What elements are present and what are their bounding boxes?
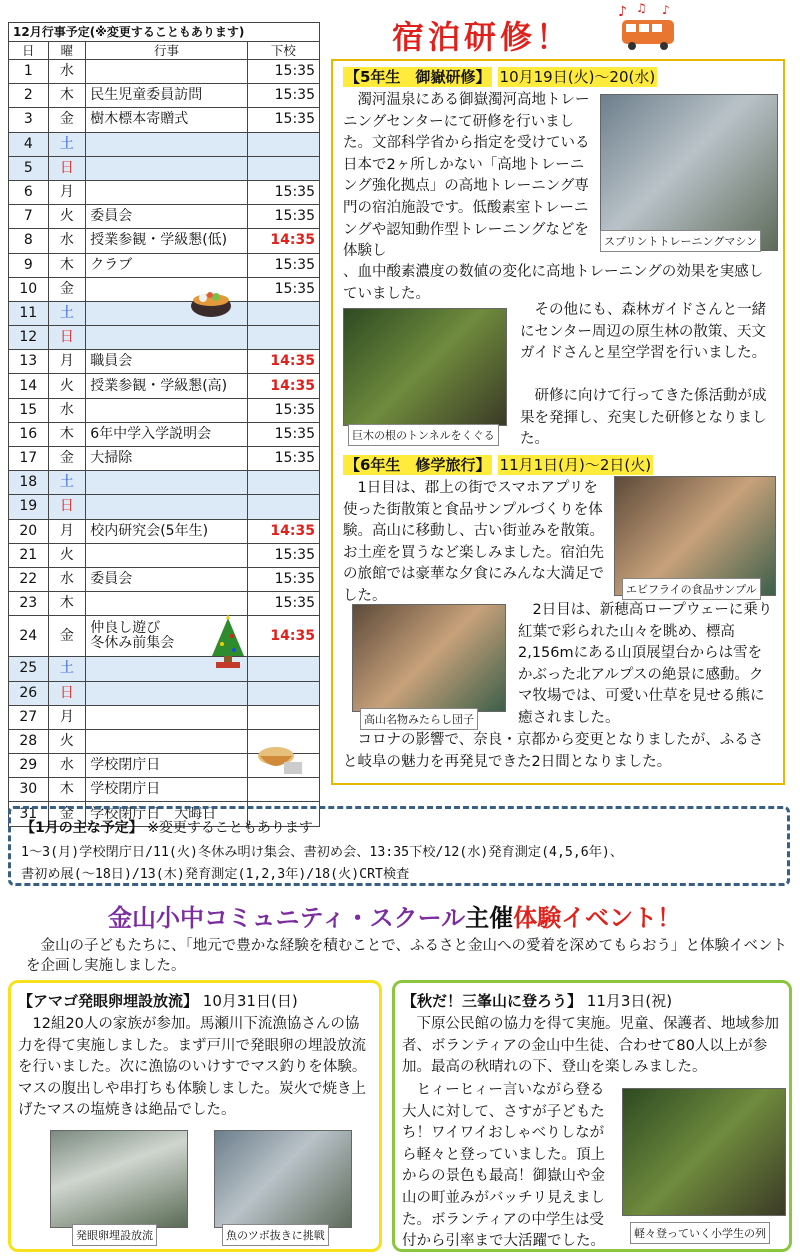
schedule-weekday-cell: 金 [48,616,86,657]
fish-gutting-photo [214,1130,352,1228]
bus-icon [612,2,690,54]
schedule-day-cell: 26 [9,681,49,705]
schedule-day-cell: 13 [9,350,49,374]
schedule-time-cell: 14:35 [247,616,319,657]
schedule-weekday-cell: 水 [48,229,86,253]
g5-paragraph-3: 研修に向けて行ってきた係活動が成果を発揮し、充実した研修となりました。 [520,388,767,448]
schedule-row [9,567,320,591]
schedule-day-cell: 14 [9,374,49,398]
schedule-row [9,519,320,543]
schedule-row [9,398,320,422]
mitsumine-heading: 【秋だ！三峯山に登ろう】 [402,992,583,1010]
schedule-day-cell: 27 [9,705,49,729]
schedule-time-cell: 15:35 [247,180,319,204]
g5-heading: 【5年生 御嶽研修】 [345,68,491,86]
schedule-day-cell: 7 [9,205,49,229]
schedule-row [9,616,320,657]
schedule-day-cell: 28 [9,729,49,753]
schedule-row [9,543,320,567]
schedule-row [9,253,320,277]
schedule-event-cell [86,471,248,495]
giant-tree-photo [343,308,507,426]
schedule-event-cell: 学校閉庁日 [86,778,248,802]
schedule-weekday-cell: 水 [48,567,86,591]
schedule-time-cell: 15:35 [247,543,319,567]
schedule-weekday-cell: 日 [48,495,86,519]
schedule-weekday-cell: 木 [48,422,86,446]
schedule-time-cell [247,132,319,156]
schedule-event-cell [86,705,248,729]
schedule-weekday-cell: 月 [48,180,86,204]
schedule-header: 下校 [247,42,319,60]
schedule-day-cell: 12 [9,326,49,350]
schedule-day-cell: 22 [9,567,49,591]
schedule-event-cell: 委員会 [86,205,248,229]
schedule-event-cell [86,156,248,180]
schedule-weekday-cell: 火 [48,374,86,398]
schedule-event-cell: 仲良し遊び 冬休み前集会 [86,616,248,657]
schedule-event-cell: 大掃除 [86,447,248,471]
schedule-day-cell: 4 [9,132,49,156]
schedule-day-cell: 8 [9,229,49,253]
schedule-day-cell: 30 [9,778,49,802]
amago-date: 10月31日(日) [202,992,298,1010]
schedule-time-cell [247,705,319,729]
schedule-event-cell: 授業参観・学級懇(低) [86,229,248,253]
g6-paragraph-1: 1日目は、郡上の街でスマホアプリを使った街散策と食品サンプルづくりを体験。高山に移動し、古い街並みを散策。お土産を買うなど楽しみました。宿泊先の旅館では豪華な夕食にみんな大満足でした。 [343,480,604,604]
schedule-event-cell [86,60,248,84]
mitsumine-body-2: ヒィーヒィー言いながら登る大人に対して、さすが子どもたち！ワイワイおしゃべりしながら軽々と登っていました。頂上からの景色も最高！御嶽山や金山の町並みがバッチリ見えました。ボランティアの中学生は受付から引率まで大活躍でした。 [402,1082,605,1250]
schedule-row [9,132,320,156]
schedule-day-cell: 2 [9,84,49,108]
schedule-row [9,681,320,705]
mitsumine-body-1: 下原公民館の協力を得て実施。児童、保護者、地域参加者、ボランティアの金山中生徒、合わせて80人以上が参加。最高の秋晴れの下、登山を楽しみました。 [402,1016,779,1076]
schedule-event-cell: 授業参観・学級懇(高) [86,374,248,398]
schedule-row [9,326,320,350]
schedule-time-cell: 15:35 [247,108,319,132]
schedule-weekday-cell: 日 [48,681,86,705]
hiking-caption: 軽々登っていく小学生の列 [630,1222,770,1244]
amago-body: 12組20人の家族が参加。馬瀬川下流漁協さんの協力を得て実施しました。まず戸川で発眼卵の埋設放流を行いました。次に漁協のいけすでマス釣りを体験。マスの腹出しや串打ちも体験しました。炭火で焼き上げたマスの塩焼きは絶品でした。 [18,1016,367,1119]
mitsumine-date: 11月3日(祝) [586,992,673,1010]
schedule-row [9,60,320,84]
sprint-machine-caption: スプリントトレーニングマシン [600,230,761,252]
schedule-weekday-cell: 月 [48,350,86,374]
schedule-day-cell: 16 [9,422,49,446]
schedule-day-cell: 29 [9,754,49,778]
schedule-day-cell: 15 [9,398,49,422]
schedule-time-cell: 15:35 [247,398,319,422]
schedule-time-cell: 15:35 [247,277,319,301]
svg-text:♫: ♫ [636,2,647,15]
g6-heading: 【6年生 修学旅行】 [345,456,491,474]
schedule-weekday-cell: 土 [48,471,86,495]
schedule-weekday-cell: 月 [48,705,86,729]
schedule-time-cell [247,778,319,802]
g5-paragraph-1b: 、血中酸素濃度の数値の変化に高地トレーニングの効果を実感していました。 [343,264,764,302]
schedule-event-cell: 職員会 [86,350,248,374]
schedule-day-cell: 1 [9,60,49,84]
schedule-row [9,301,320,325]
schedule-time-cell [247,495,319,519]
schedule-event-cell: クラブ [86,253,248,277]
schedule-time-cell: 14:35 [247,374,319,398]
schedule-row [9,592,320,616]
sprint-machine-photo [600,94,778,251]
schedule-event-cell [86,543,248,567]
schedule-weekday-cell: 火 [48,729,86,753]
schedule-caption: 12月行事予定(※変更することもあります) [9,23,320,42]
schedule-weekday-cell: 金 [48,447,86,471]
community-school-title: 金山小中コミュニティ・スクール主催体験イベント！ [108,904,682,932]
g5-date: 10月19日(火)～20(水) [499,68,656,86]
schedule-header: 曜 [48,42,86,60]
schedule-weekday-cell: 日 [48,156,86,180]
schedule-row [9,374,320,398]
schedule-time-cell: 15:35 [247,567,319,591]
schedule-weekday-cell: 金 [48,277,86,301]
egg-release-caption: 発眼卵埋設放流 [72,1224,157,1246]
schedule-event-cell [86,592,248,616]
schedule-time-cell: 15:35 [247,447,319,471]
schedule-time-cell [247,156,319,180]
mitarashi-dango-photo [352,604,506,712]
schedule-row [9,705,320,729]
g6-date: 11月1日(月)～2日(火) [499,456,652,474]
schedule-time-cell: 14:35 [247,229,319,253]
schedule-header: 行事 [86,42,248,60]
g6-heading-row [343,454,653,475]
schedule-row [9,778,320,802]
schedule-time-cell: 15:35 [247,592,319,616]
hotpot-icon [188,282,234,320]
january-line-2: 書初め展(～18日)/13(木)発育測定(1,2,3年)/18(火)CRT検査 [21,867,410,882]
schedule-weekday-cell: 水 [48,60,86,84]
schedule-time-cell: 15:35 [247,253,319,277]
schedule-time-cell: 14:35 [247,350,319,374]
schedule-time-cell [247,681,319,705]
schedule-day-cell: 17 [9,447,49,471]
schedule-day-cell: 9 [9,253,49,277]
giant-tree-caption: 巨木の根のトンネルをくぐる [348,424,499,446]
schedule-weekday-cell: 火 [48,205,86,229]
schedule-row [9,471,320,495]
schedule-weekday-cell: 木 [48,592,86,616]
schedule-weekday-cell: 日 [48,326,86,350]
december-schedule-table [8,22,320,827]
schedule-event-cell: 校内研究会(5年生) [86,519,248,543]
january-note: ※変更することもあります [147,820,313,836]
january-title: 【1月の主な予定】 [21,820,143,836]
schedule-day-cell: 3 [9,108,49,132]
schedule-day-cell: 6 [9,180,49,204]
amago-heading: 【アマゴ発眼卵埋設放流】 [18,992,199,1010]
schedule-weekday-cell: 金 [48,108,86,132]
schedule-event-cell: 学校閉庁日 大晦日 [86,802,248,826]
mitarashi-dango-caption: 高山名物みたらし団子 [360,708,478,730]
schedule-header: 日 [9,42,49,60]
schedule-row [9,422,320,446]
schedule-time-cell [247,301,319,325]
schedule-weekday-cell: 土 [48,657,86,681]
christmas-tree-icon [208,614,248,670]
schedule-weekday-cell: 月 [48,519,86,543]
schedule-row [9,495,320,519]
schedule-row [9,229,320,253]
schedule-time-cell: 15:35 [247,60,319,84]
schedule-day-cell: 24 [9,616,49,657]
schedule-day-cell: 20 [9,519,49,543]
soba-bowl-icon [254,738,306,778]
schedule-weekday-cell: 木 [48,84,86,108]
schedule-weekday-cell: 火 [48,543,86,567]
schedule-event-cell [86,326,248,350]
community-intro: 金山の子どもたちに、「地元で豊かな経験を積むことで、ふるさと金山への愛着を深めてもらおう」と体験イベントを企画し実施しました。 [26,938,787,974]
january-schedule-box [8,806,790,886]
schedule-event-cell: 委員会 [86,567,248,591]
schedule-day-cell: 11 [9,301,49,325]
schedule-event-cell [86,180,248,204]
schedule-day-cell: 31 [9,802,49,826]
schedule-weekday-cell: 金 [48,802,86,826]
hiking-photo [622,1088,786,1216]
egg-release-photo [50,1130,188,1228]
food-sample-caption: エビフライの食品サンプル [622,578,761,600]
schedule-day-cell: 25 [9,657,49,681]
schedule-weekday-cell: 土 [48,132,86,156]
svg-text:♪: ♪ [618,4,627,20]
fish-gutting-caption: 魚のツボ抜きに挑戦 [222,1224,329,1246]
schedule-weekday-cell: 木 [48,778,86,802]
schedule-row [9,205,320,229]
schedule-weekday-cell: 土 [48,301,86,325]
schedule-day-cell: 5 [9,156,49,180]
schedule-row [9,657,320,681]
schedule-row [9,447,320,471]
january-line-1: 1～3(月)学校閉庁日/11(火)冬休み明け集会、書初め会、13:35下校/12(水)発育測定(4,5,6年)、 [21,845,624,860]
schedule-event-cell [86,495,248,519]
schedule-time-cell: 15:35 [247,205,319,229]
schedule-time-cell: 15:35 [247,422,319,446]
schedule-row [9,350,320,374]
g5-heading-row [343,66,657,87]
schedule-row [9,156,320,180]
schedule-weekday-cell: 水 [48,398,86,422]
schedule-day-cell: 18 [9,471,49,495]
schedule-time-cell: 14:35 [247,519,319,543]
schedule-weekday-cell: 木 [48,253,86,277]
schedule-event-cell [86,398,248,422]
g5-paragraph-1a: 濁河温泉にある御嶽濁河高地トレーニングセンターにて研修を行いました。文部科学省から指定を受けている日本で2ヶ所しかない「高地トレーニング強化拠点」の高地トレーニング専門の宿泊施設です。低酸素室トレーニングや認知動作型トレーニングなどを体験し [343,92,590,260]
schedule-time-cell: 15:35 [247,84,319,108]
schedule-time-cell [247,326,319,350]
schedule-day-cell: 23 [9,592,49,616]
schedule-row [9,108,320,132]
stay-training-title: 宿泊研修！ [392,18,573,56]
schedule-weekday-cell: 水 [48,754,86,778]
schedule-event-cell [86,729,248,753]
schedule-event-cell: 民生児童委員訪問 [86,84,248,108]
g6-paragraph-2: 2日目は、新穂高ロープウェーに乗り紅葉で彩られた山々を眺め、標高2,156mにある山頂展望台からは雪をかぶった北アルプスの絶景に感動。クマ牧場では、可愛い仕草を見せる熊に癒されました。 [518,602,773,726]
schedule-row [9,180,320,204]
schedule-event-cell: 樹木標本寄贈式 [86,108,248,132]
schedule-event-cell [86,132,248,156]
schedule-day-cell: 21 [9,543,49,567]
schedule-row [9,84,320,108]
schedule-day-cell: 19 [9,495,49,519]
g6-paragraph-3: コロナの影響で、奈良・京都から変更となりましたが、ふるさと岐阜の魅力を再発見できた2日間となりました。 [343,732,764,770]
g5-paragraph-2: その他にも、森林ガイドさんと一緒にセンター周辺の原生林の散策、天文ガイドさんと星空学習を行いました。 [520,302,767,362]
svg-text:♪: ♪ [662,3,670,17]
schedule-day-cell: 10 [9,277,49,301]
schedule-row [9,277,320,301]
schedule-event-cell: 学校閉庁日 [86,754,248,778]
schedule-event-cell: 6年中学入学説明会 [86,422,248,446]
schedule-time-cell [247,657,319,681]
schedule-event-cell [86,681,248,705]
schedule-time-cell [247,471,319,495]
